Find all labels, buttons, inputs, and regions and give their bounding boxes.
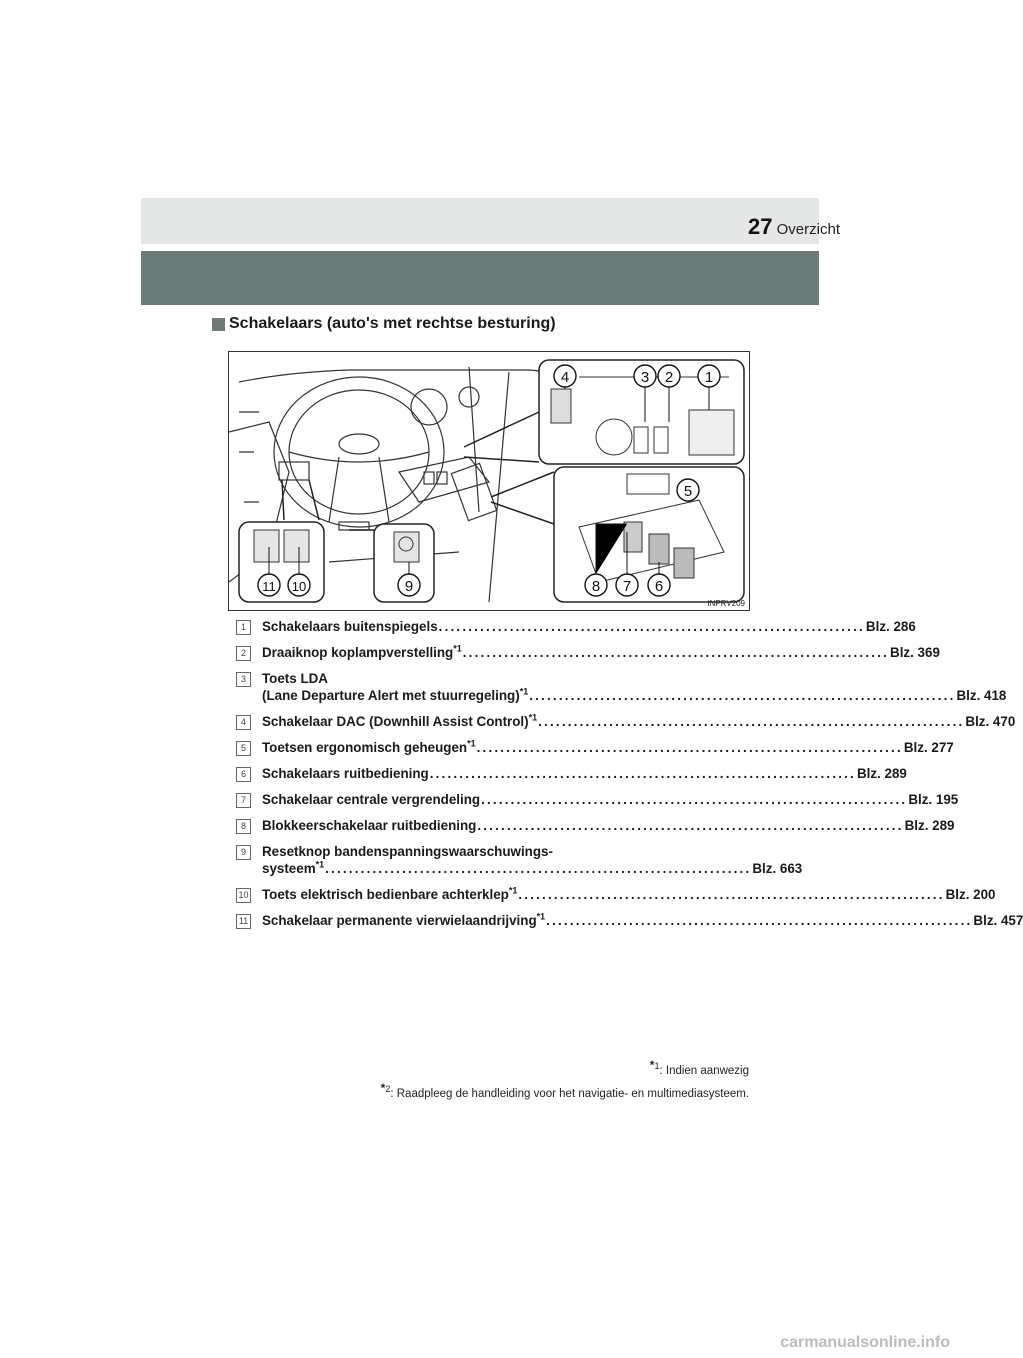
item-text: Draaiknop koplampverstelling xyxy=(262,645,454,660)
item-number: 2 xyxy=(236,646,251,661)
item-line1: Toets LDA xyxy=(262,671,328,686)
footnote-sub: 1 xyxy=(654,1061,660,1071)
list-item: 4 Schakelaar DAC (Downhill Assist Control)$^{*1}$ ........................................................................ Blz. 470 xyxy=(236,713,722,730)
callout-4 xyxy=(554,365,576,387)
item-text: Schakelaar DAC (Downhill Assist Control) xyxy=(262,714,529,729)
svg-text:3: 3 xyxy=(640,369,650,386)
item-ref[interactable]: Blz. 200 xyxy=(945,887,996,902)
svg-text:9: 9 xyxy=(404,578,414,595)
item-text: Toets elektrisch bedienbare achterklep xyxy=(262,887,509,902)
item-line1: Resetknop bandenspanningswaarschuwings- xyxy=(262,844,553,859)
item-number: 11 xyxy=(236,914,251,929)
item-text: systeem xyxy=(262,861,316,876)
callout-10 xyxy=(288,574,310,596)
footnote-1 xyxy=(650,1058,749,1077)
watermark: carmanualsonline.info xyxy=(780,1334,950,1351)
item-ref[interactable]: Blz. 277 xyxy=(903,740,954,755)
item-footnote-mark: *1 xyxy=(508,885,518,896)
list-item: 2 Draaiknop koplampverstelling$^{*1}$ ........................................................................ Blz. 369 xyxy=(236,644,722,661)
svg-text:1: 1 xyxy=(704,369,714,386)
footnote-2 xyxy=(381,1081,749,1100)
header-bar xyxy=(141,251,819,305)
header-band xyxy=(141,198,819,244)
item-footnote-mark: *1 xyxy=(467,738,476,749)
item-number: 3 xyxy=(236,672,251,687)
item-footnote-mark: *1 xyxy=(315,859,325,870)
item-text: Toetsen ergonomisch geheugen xyxy=(262,740,468,755)
svg-text:10: 10 xyxy=(291,579,307,594)
page-number: 27 xyxy=(748,214,773,239)
item-ref[interactable]: Blz. 369 xyxy=(890,645,940,660)
item-number: 4 xyxy=(236,715,251,730)
callout-8 xyxy=(585,574,607,596)
item-footnote-mark: *1 xyxy=(536,911,546,922)
item-number: 10 xyxy=(236,888,251,903)
list-item: 1 Schakelaars buitenspiegels ........................................................................ Blz. 286 xyxy=(236,618,722,635)
svg-text:7: 7 xyxy=(622,578,632,595)
list-item: 11 Schakelaar permanente vierwielaandrijving$^{*1}$ ........................................................................ Blz. 457 xyxy=(236,912,722,929)
item-text: (Lane Departure Alert met stuurregeling) xyxy=(262,688,520,703)
callout-1 xyxy=(698,365,720,387)
item-text: Schakelaar centrale vergrendeling xyxy=(262,792,481,807)
footnote-sub: 2 xyxy=(385,1084,391,1094)
section-title-text: Schakelaars (auto's met rechtse besturing) xyxy=(229,315,556,332)
callout-6 xyxy=(648,574,670,596)
item-number: 1 xyxy=(236,620,251,635)
item-ref[interactable]: Blz. 663 xyxy=(752,861,803,876)
callout-7 xyxy=(616,574,638,596)
item-footnote-mark: *1 xyxy=(528,712,538,723)
footnote-text: : Indien aanwezig xyxy=(659,1064,749,1077)
item-list xyxy=(236,618,1023,938)
svg-text:4: 4 xyxy=(560,369,570,386)
section-marker-icon xyxy=(212,318,225,331)
svg-text:11: 11 xyxy=(262,579,276,594)
item-text: Schakelaars ruitbediening xyxy=(262,766,429,781)
list-item: 10 Toets elektrisch bedienbare achterklep$^{*1}$ ........................................................................ Blz. 200 xyxy=(236,886,722,903)
item-ref[interactable]: Blz. 457 xyxy=(973,913,1023,928)
section-name: Overzicht xyxy=(776,221,840,238)
svg-text:6: 6 xyxy=(654,578,664,595)
svg-text:5: 5 xyxy=(683,483,693,500)
item-footnote-mark: *1 xyxy=(519,686,529,697)
section-title xyxy=(212,315,556,333)
callout-5 xyxy=(677,479,699,501)
item-footnote-mark: *1 xyxy=(453,643,462,654)
item-ref[interactable]: Blz. 195 xyxy=(908,792,959,807)
item-text: Schakelaar permanente vierwielaandrijving xyxy=(262,913,537,928)
item-number: 6 xyxy=(236,767,251,782)
dashboard-drawing xyxy=(229,352,749,610)
callout-2 xyxy=(658,365,680,387)
item-ref[interactable]: Blz. 286 xyxy=(865,619,916,634)
list-item: 9 Resetknop bandenspanningswaarschuwings- systeem$^{*1}$ ........................................................................ Blz. 663 xyxy=(236,843,722,877)
item-text: Blokkeerschakelaar ruitbediening xyxy=(262,818,477,833)
item-number: 9 xyxy=(236,845,251,860)
list-item: 7 Schakelaar centrale vergrendeling ........................................................................ Blz. 195 xyxy=(236,791,722,808)
list-item: 5 Toetsen ergonomisch geheugen$^{*1}$ ........................................................................ Blz. 277 xyxy=(236,739,722,756)
callout-9 xyxy=(398,574,420,596)
list-item: 8 Blokkeerschakelaar ruitbediening ........................................................................ Blz. 289 xyxy=(236,817,722,834)
item-number: 7 xyxy=(236,793,251,808)
svg-text:8: 8 xyxy=(591,578,601,595)
item-ref[interactable]: Blz. 470 xyxy=(965,714,1016,729)
callout-3 xyxy=(634,365,656,387)
footnote-star: * xyxy=(649,1058,655,1072)
switch-illustration xyxy=(228,351,750,611)
footnote-text: : Raadpleeg de handleiding voor het navigatie- en multimediasysteem. xyxy=(390,1087,749,1100)
callout-11 xyxy=(258,574,280,596)
item-ref[interactable]: Blz. 289 xyxy=(904,818,955,833)
svg-text:2: 2 xyxy=(664,369,674,386)
footnote-star: * xyxy=(380,1081,386,1095)
list-item: 3 Toets LDA (Lane Departure Alert met stuurregeling)$^{*1}$ ........................................................................ Blz. 418 xyxy=(236,670,722,704)
item-ref[interactable]: Blz. 418 xyxy=(956,688,1007,703)
figure-code: INPRV209 xyxy=(707,599,745,608)
list-item: 6 Schakelaars ruitbediening ........................................................................ Blz. 289 xyxy=(236,765,722,782)
item-number: 5 xyxy=(236,741,251,756)
item-text: Schakelaars buitenspiegels xyxy=(262,619,438,634)
item-number: 8 xyxy=(236,819,251,834)
item-ref[interactable]: Blz. 289 xyxy=(856,766,907,781)
